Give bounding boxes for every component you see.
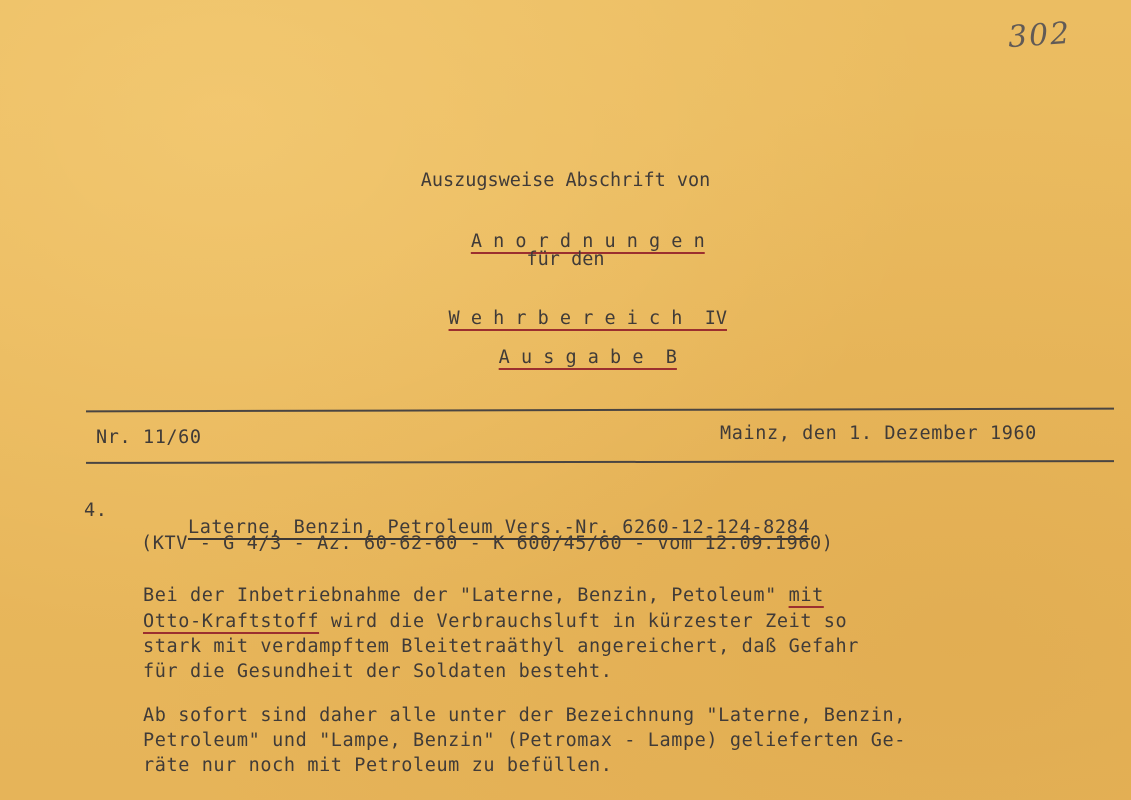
place-and-date: Mainz, den 1. Dezember 1960	[720, 423, 1037, 444]
header-line-transcript: Auszugsweise Abschrift von	[420, 170, 711, 191]
paragraph1-line3: stark mit verdampftem Bleitetraäthyl angereichert, daß Gefahr	[143, 636, 860, 657]
issue-number: Nr. 11/60	[96, 427, 202, 448]
paragraph1-underlined-otto-kraftstoff: Otto-Kraftstoff	[143, 611, 320, 632]
archive-number-handwritten: 302	[1006, 15, 1073, 56]
paragraph1-underlined-mit: mit	[788, 585, 824, 606]
paragraph1-line1	[143, 585, 824, 606]
header-title-text: A n o r d n u n g e n	[470, 231, 705, 252]
paragraph2-line3: räte nur noch mit Petroleum zu befüllen.	[143, 755, 613, 776]
header-ausgabe	[0, 326, 1131, 389]
top-divider-rule	[86, 408, 1114, 413]
paragraph1-line2	[143, 611, 847, 632]
paragraph1-line2-text: wird die Verbrauchsluft in kürzester Zeit so	[319, 611, 848, 632]
paragraph1-line4: für die Gesundheit der Soldaten besteht.	[143, 661, 613, 682]
paragraph1-line1-text: Bei der Inbetriebnahme der "Laterne, Benzin, Petoleum"	[143, 585, 789, 606]
header-ausgabe-text: A u s g a b e B	[498, 347, 677, 368]
item-reference: (KTV - G 4/3 - Az. 60-62-60 - K 600/45/60 - vom 12.09.1960)	[141, 533, 834, 554]
item-index: 4.	[84, 500, 108, 521]
paragraph2-line2: Petroleum" und "Lampe, Benzin" (Petromax - Lampe) gelieferten Ge-	[143, 730, 906, 751]
paragraph2-line1: Ab sofort sind daher alle unter der Bezeichnung "Laterne, Benzin,	[143, 705, 906, 726]
item-title-text: Laterne, Benzin, Petroleum Vers.-Nr. 6260-12-124-8284	[187, 517, 811, 538]
header-line-fuer-den: für den	[526, 249, 605, 270]
header-wehrbereich-text: W e h r b e r e i c h IV	[448, 308, 727, 329]
bottom-divider-rule	[86, 460, 1114, 464]
